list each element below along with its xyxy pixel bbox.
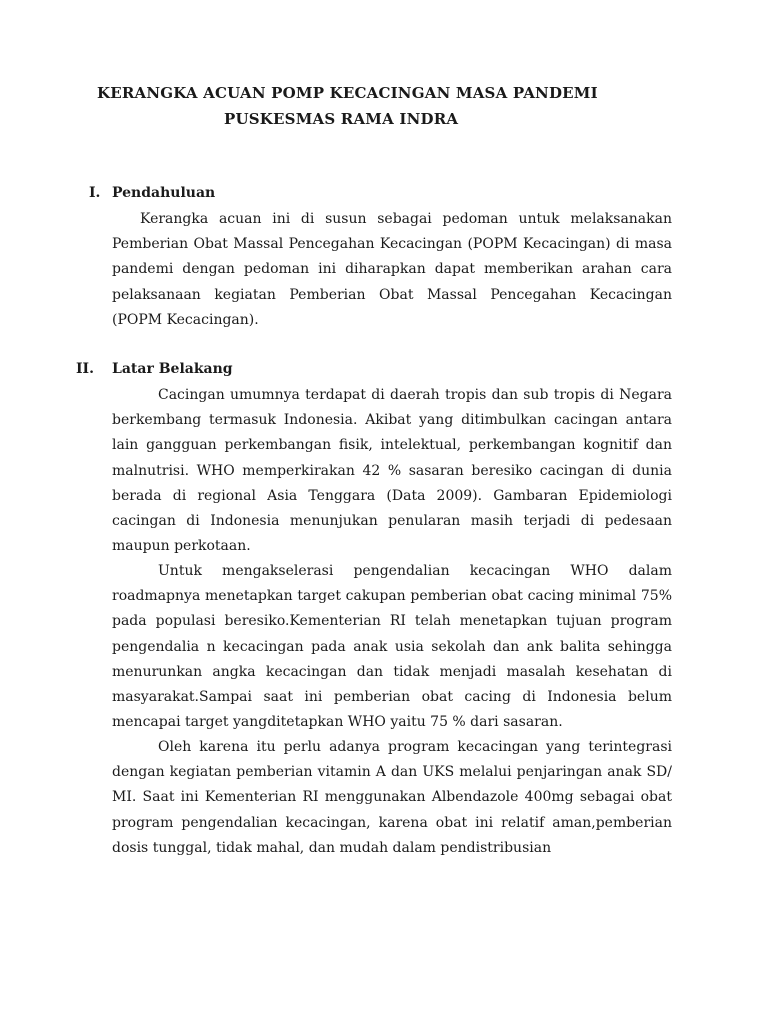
section-number: II. [76, 361, 94, 377]
paragraph: Cacingan umumnya terdapat di daerah tropis dan sub tropis di Negara berkembang termasuk Indonesia. Akibat yang ditimbulkan cacingan antara lain gangguan perkembangan fisik, intelektual, perkembangan kognitif dan malnutrisi. WHO memperkirakan 42 % sasaran beresiko cacingan di dunia berada di regional Asia Tenggara (Data 2009). Gambaran Epidemiologi cacingan di Indonesia menunjukan penularan masih terjadi di pedesaan maupun perkotaan. [112, 387, 672, 555]
document-title-line1: KERANGKA ACUAN POMP KECACINGAN MASA PANDEMI [97, 84, 598, 102]
section-heading-latar-belakang: Latar Belakang [112, 361, 233, 377]
section-heading-pendahuluan: Pendahuluan [112, 185, 216, 201]
paragraph: Kerangka acuan ini di susun sebagai pedoman untuk melaksanakan Pemberian Obat Massal Pencegahan Kecacingan (POPM Kecacingan) di masa pandemi dengan pedoman ini diharapkan dapat memberikan arahan cara pelaksanaan kegiatan Pemberian Obat Massal Pencegahan Kecacingan (POPM Kecacingan). [112, 211, 672, 328]
document-title-line2: PUSKESMAS RAMA INDRA [224, 110, 459, 128]
section-number: I. [89, 185, 101, 201]
paragraph: Untuk mengakselerasi pengendalian kecacingan WHO dalam roadmapnya menetapkan target cakupan pemberian obat cacing minimal 75% pada populasi beresiko.Kementerian RI telah menetapkan tujuan program pengendalia n kecacingan pada anak usia sekolah dan ank balita sehingga menurunkan angka kecacingan dan tidak menjadi masalah kesehatan di masyarakat.Sampai saat ini pemberian obat cacing di Indonesia belum mencapai target yangditetapkan WHO yaitu 75 % dari sasaran. [112, 563, 672, 731]
paragraph: Oleh karena itu perlu adanya program kecacingan yang terintegrasi dengan kegiatan pemberian vitamin A dan UKS melalui penjaringan anak SD/ MI. Saat ini Kementerian RI menggunakan Albendazole 400mg sebagai obat program pengendalian kecacingan, karena obat ini relatif aman,pemberian dosis tunggal, tidak mahal, dan mudah dalam pendistribusian [112, 739, 672, 856]
